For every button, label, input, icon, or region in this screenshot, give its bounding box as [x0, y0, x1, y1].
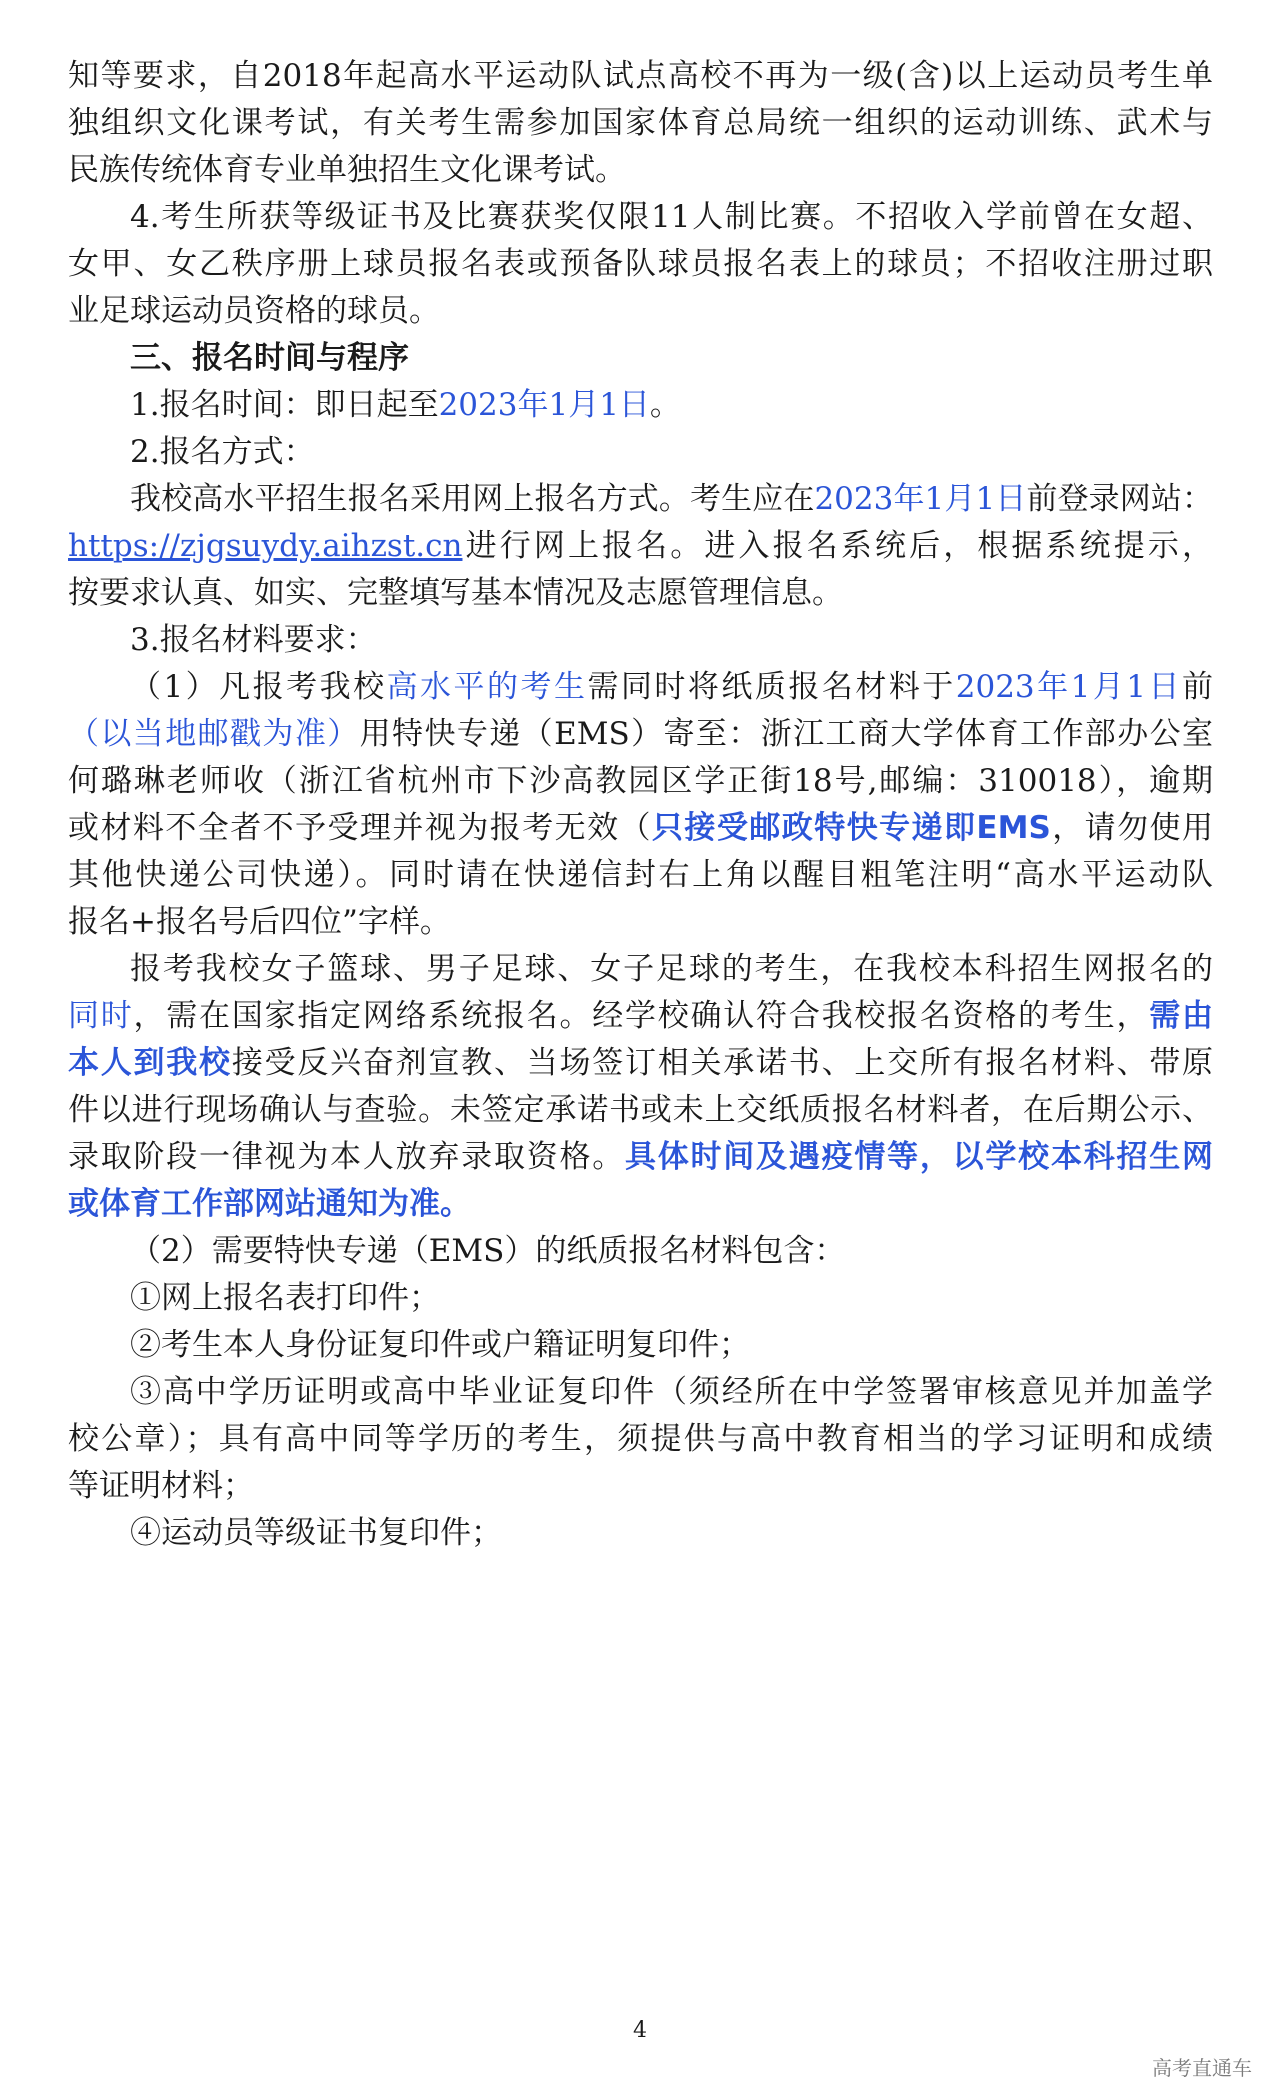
text-line: 报名+报名号后四位”字样。 — [68, 904, 451, 940]
text-span: （1）凡报考我校 — [130, 669, 387, 705]
highlight-text: （以当地邮戳为准） — [68, 716, 360, 752]
highlight-text: 只接受邮政特快专递即EMS — [651, 810, 1051, 846]
text-line: 独组织文化课考试，有关考生需参加国家体育总局统一组织的运动训练、武术与 — [68, 105, 1213, 141]
text-line: 3.报名材料要求： — [130, 622, 377, 658]
date-highlight: 2023年1月1日 — [438, 387, 650, 423]
highlight-text: 本人到我校 — [68, 1045, 232, 1081]
text-span: ，需在国家指定网络系统报名。经学校确认符合我校报名资格的考生， — [133, 998, 1150, 1034]
text-line: 业足球运动员资格的球员。 — [68, 293, 440, 329]
watermark-text: 高考直通车 — [1152, 2056, 1252, 2080]
date-highlight: 2023年1月1日 — [955, 669, 1182, 705]
text-line: 等证明材料； — [68, 1468, 254, 1504]
text-line: 报考我校女子篮球、男子足球、女子足球的考生，在我校本科招生网报名的 — [130, 951, 1213, 987]
text-line: 民族传统体育专业单独招生文化课考试。 — [68, 152, 626, 188]
text-span: 前 — [1182, 669, 1213, 705]
text-span: 或材料不全者不予受理并视为报考无效（ — [68, 810, 652, 846]
text-span: 进行网上报名。进入报名系统后，根据系统提示， — [462, 528, 1213, 564]
text-span: 录取阶段一律视为本人放弃录取资格。 — [68, 1139, 625, 1175]
list-item: ④运动员等级证书复印件； — [130, 1515, 502, 1551]
text-span: 前登录网站： — [1026, 481, 1214, 517]
text-line: 或体育工作部网站通知为准。 — [68, 1186, 471, 1222]
registration-url-link[interactable]: https://zjgsuydy.aihzst.cn — [68, 528, 463, 564]
text-span: 需同时将纸质报名材料于 — [587, 669, 956, 705]
list-item: ②考生本人身份证复印件或户籍证明复印件； — [130, 1327, 750, 1363]
text-line: 件以进行现场确认与查验。未签定承诺书或未上交纸质报名材料者，在后期公示、 — [68, 1092, 1213, 1128]
date-highlight: 2023年1月1日 — [814, 481, 1027, 517]
text-line: （2）需要特快专递（EMS）的纸质报名材料包含： — [130, 1233, 846, 1269]
section-heading: 三、报名时间与程序 — [130, 340, 409, 376]
text-span: 用特快专递（EMS）寄至：浙江工商大学体育工作部办公室 — [359, 716, 1214, 752]
text-line: 知等要求，自2018年起高水平运动队试点高校不再为一级(含)以上运动员考生单 — [68, 58, 1213, 94]
highlight-text: 同时 — [68, 998, 134, 1034]
text-line: 何璐琳老师收（浙江省杭州市下沙高教园区学正街18号,邮编：310018），逾期 — [68, 763, 1213, 799]
text-span: 接受反兴奋剂宣教、当场签订相关承诺书、上交所有报名材料、带原 — [231, 1045, 1214, 1081]
text-line: 4.考生所获等级证书及比赛获奖仅限11人制比赛。不招收入学前曾在女超、 — [130, 199, 1213, 235]
text-line: 校公章）；具有高中同等学历的考生，须提供与高中教育相当的学习证明和成绩 — [68, 1421, 1213, 1457]
text-span: 我校高水平招生报名采用网上报名方式。考生应在 — [130, 481, 815, 517]
text-span: ，请勿使用 — [1050, 810, 1213, 846]
highlight-text: 需由 — [1149, 998, 1213, 1034]
text-line: 2.报名方式： — [130, 434, 315, 470]
text-span: 1.报名时间：即日起至 — [130, 387, 439, 423]
list-item: ③高中学历证明或高中毕业证复印件（须经所在中学签署审核意见并加盖学 — [130, 1374, 1213, 1410]
text-line: 女甲、女乙秩序册上球员报名表或预备队球员报名表上的球员；不招收注册过职 — [68, 246, 1213, 282]
text-span: 。 — [649, 387, 681, 423]
highlight-text: 高水平的考生 — [386, 669, 588, 705]
text-line: 按要求认真、如实、完整填写基本情况及志愿管理信息。 — [68, 575, 843, 611]
list-item: ①网上报名表打印件； — [130, 1280, 440, 1316]
highlight-text: 具体时间及遇疫情等，以学校本科招生网 — [625, 1139, 1213, 1175]
text-line: 其他快递公司快递）。同时请在快递信封右上角以醒目粗笔注明“高水平运动队 — [68, 857, 1213, 893]
page-number: 4 — [633, 2018, 647, 2043]
